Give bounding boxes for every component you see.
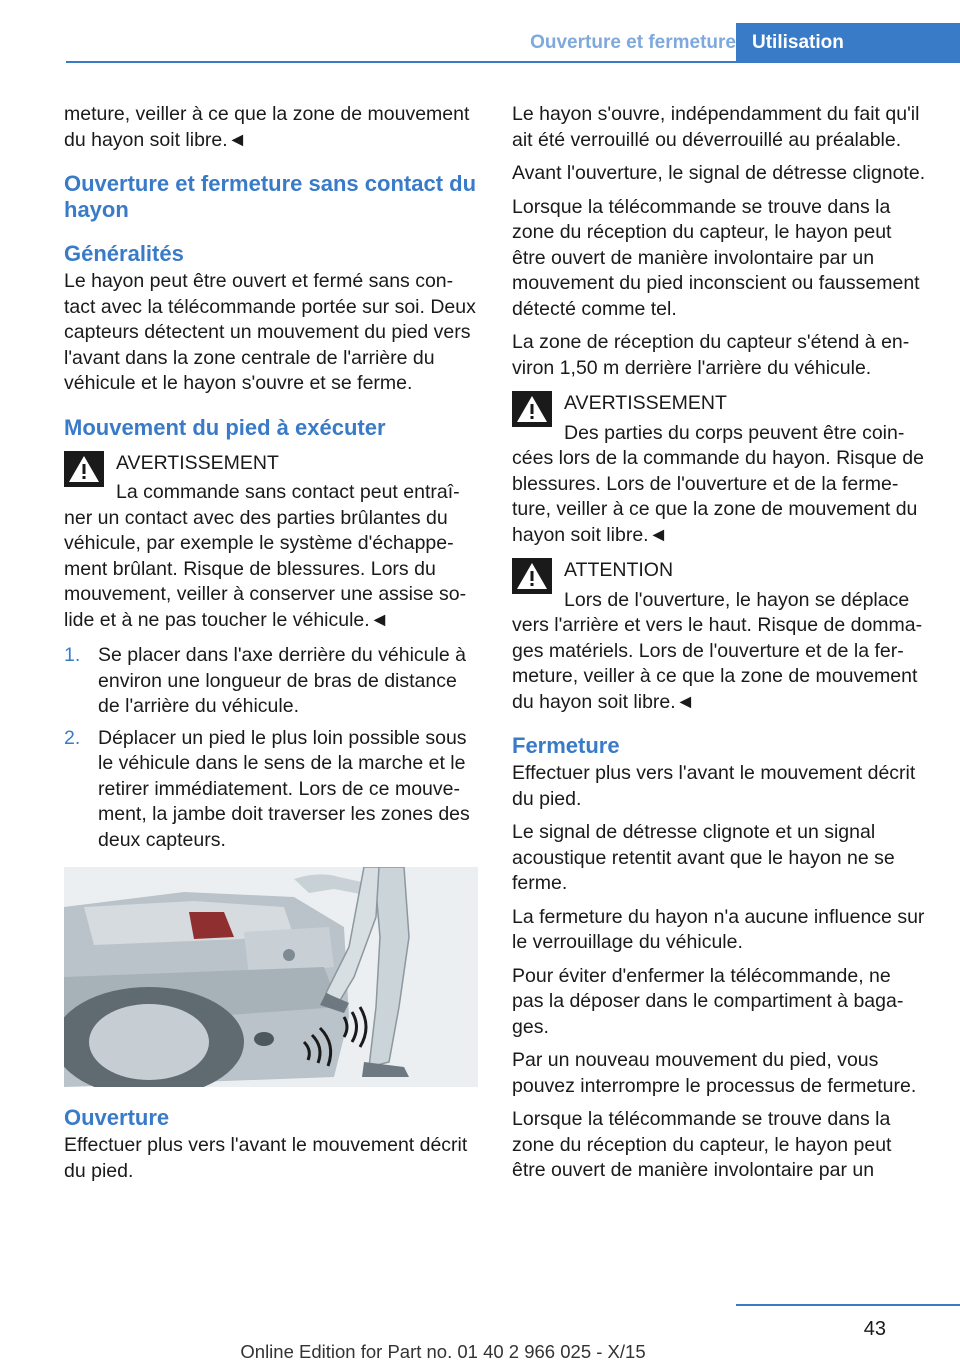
paragraph: Effectuer plus vers l'avant le mouvement décrit du pied.	[512, 762, 916, 810]
paragraph: Le hayon peut être ouvert et fermé sans contact avec la télécommande portée sur soi. Deux capteurs détectent un mouvement du pied vers l'avant dans la zone centrale de l'arrière du véhicule et le hayon s'ouvre et se ferme.	[64, 270, 476, 394]
subsection-heading: Ouverture	[64, 1105, 170, 1130]
page-header	[0, 23, 960, 63]
paragraph: Avant l'ouverture, le signal de détresse clignote.	[512, 162, 926, 184]
list-item	[64, 726, 478, 854]
paragraph: Lorsque la télécommande se trouve dans la zone du réception du capteur, le hayon peut être ouvert de manière involontaire par un mouvement du pied inconscient ou faussement détecté comme tel.	[512, 195, 920, 320]
paragraph: Par un nouveau mouvement du pied, vous pouvez interrompre le processus de fermeture.	[512, 1049, 917, 1097]
caution-icon	[512, 558, 552, 594]
paragraph: Le hayon s'ouvre, indépendamment du fait qu'il ait été verrouillé ou déverrouillé au préalable.	[512, 103, 920, 151]
footer-rule	[736, 1304, 960, 1306]
section-heading: Ouverture et fermeture sans contact du hayon	[64, 171, 477, 222]
illustration-foot-gesture	[64, 867, 478, 1087]
warning-text: La commande sans contact peut entraîner un contact avec des parties brûlantes du véhicule, par exemple le système d'échappement brûlant. Risque de blessures. Lors du mouvement, veiller à conserver une assise solide et à ne pas toucher le véhicule.◄	[64, 481, 467, 631]
warning-icon	[64, 451, 104, 487]
step-text: Déplacer un pied le plus loin possible sous le véhicule dans le sens de la marche et le retirer immédiatement. Lors de ce mouvement, la jambe doit traverser les zones des deux capteurs.	[98, 726, 470, 851]
warning-keyword: AVERTISSEMENT	[564, 392, 727, 414]
warning-keyword: AVERTISSEMENT	[116, 451, 279, 474]
paragraph: Effectuer plus vers l'avant le mouvement décrit du pied.	[64, 1134, 468, 1182]
subsection-heading: Généralités	[64, 241, 184, 266]
step-number: 2.	[64, 726, 81, 749]
subsection-heading: Fermeture	[512, 733, 620, 758]
header-chapter-tab: Utilisation	[736, 23, 960, 63]
paragraph: Lorsque la télécommande se trouve dans la zone du réception du capteur, le hayon peut être ouvert de manière involontaire par un	[512, 1108, 892, 1181]
warning-icon	[512, 391, 552, 427]
header-section-title: Ouverture et fermeture	[530, 32, 736, 53]
caution-text: Lors de l'ouverture, le hayon se déplace vers l'arrière et vers le haut. Risque de dommages matériels. Lors de l'ouverture et de la fermeture, veiller à ce que la zone de mouvement du hayon soit libre.◄	[512, 588, 923, 713]
edition-line: Online Edition for Part no. 01 40 2 966 025 - X/15	[240, 1341, 646, 1362]
caution-keyword: ATTENTION	[564, 559, 674, 581]
paragraph: Pour éviter d'enfermer la télécommande, ne pas la déposer dans le compartiment à bagages.	[512, 964, 904, 1038]
page-number: 43	[863, 1318, 886, 1340]
page-footer	[0, 1304, 960, 1362]
step-number: 1.	[64, 644, 81, 666]
header-rule	[66, 61, 960, 63]
warning-text: Des parties du corps peuvent être coincées lors de la commande du hayon. Risque de blessures. Lors de l'ouverture et de la fermeture, veiller à ce que la zone de mouvement du hayon soit libre.◄	[512, 421, 924, 546]
caution-block	[512, 558, 926, 715]
subsection-heading: Mouvement du pied à exécuter	[64, 414, 386, 440]
paragraph: meture, veiller à ce que la zone de mouvement du hayon soit libre.◄	[64, 103, 470, 151]
step-text: Se placer dans l'axe derrière du véhicule à environ une longueur de bras de distance de l'arrière du véhicule.	[98, 644, 466, 717]
warning-block	[64, 451, 478, 634]
left-column	[64, 102, 478, 1192]
steps-list	[64, 643, 478, 853]
right-column	[512, 102, 926, 1192]
paragraph: Le signal de détresse clignote et un signal acoustique retentit avant que le hayon ne se ferme.	[512, 821, 895, 894]
list-item	[64, 643, 478, 720]
paragraph: La fermeture du hayon n'a aucune influence sur le verrouillage du véhicule.	[512, 905, 925, 953]
warning-block	[512, 391, 926, 548]
paragraph: La zone de réception du capteur s'étend à environ 1,50 m derrière l'arrière du véhicule.	[512, 331, 910, 379]
